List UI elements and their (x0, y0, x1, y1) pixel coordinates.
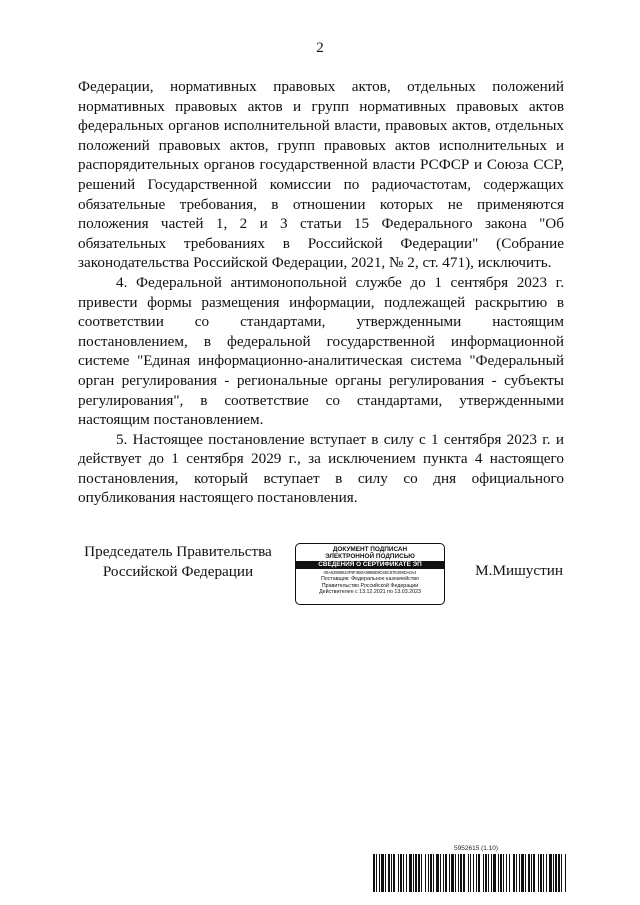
barcode-bar (516, 854, 517, 892)
barcode-bar (503, 854, 504, 892)
barcode-bar (391, 854, 392, 892)
barcode-bar (540, 854, 542, 892)
barcode-bar (436, 854, 439, 892)
barcode-bar (468, 854, 469, 892)
barcode-bar (528, 854, 530, 892)
barcode-bar (440, 854, 441, 892)
signatory-name: М.Мишустин (475, 562, 563, 579)
barcode-bar (403, 854, 404, 892)
stamp-validity: Действителен с 13.12.2021 по 13.03.2023 (319, 589, 421, 596)
barcode-bar (519, 854, 520, 892)
barcode-bar (506, 854, 507, 892)
barcode-bar (445, 854, 447, 892)
barcode-bar (546, 854, 547, 892)
paragraph-item-5: 5. Настоящее постановление вступает в силу с 1 сентября 2023 г. и действует до 1 сентября 2029 г., за исключением пункта 4 настоящего постановления, который вступает в силу со дня официального опубликования настоящего постановления. (78, 430, 564, 507)
barcode-bar (493, 854, 496, 892)
barcode-bar (491, 854, 492, 892)
barcode-bar (565, 854, 566, 892)
barcode-bar (409, 854, 412, 892)
signatory-position-line2: Российской Федерации (102, 562, 254, 580)
barcode-bar (418, 854, 420, 892)
barcode-bar (513, 854, 515, 892)
barcode-bar (451, 854, 454, 892)
barcode-bar (485, 854, 487, 892)
barcode-bar (388, 854, 390, 892)
barcode-bar (498, 854, 499, 892)
barcode-bar (449, 854, 450, 892)
barcode-bar (553, 854, 554, 892)
barcode-bar (521, 854, 524, 892)
electronic-signature-stamp (295, 543, 445, 605)
barcode-bar (538, 854, 539, 892)
barcode-bar (406, 854, 407, 892)
barcode-bar (531, 854, 532, 892)
stamp-title-line1: ДОКУМЕНТ ПОДПИСАН (332, 546, 408, 553)
stamp-certificate-band: СВЕДЕНИЯ О СЕРТИФИКАТЕ ЭП (296, 561, 444, 569)
barcode-bar (381, 854, 384, 892)
barcode-bar (455, 854, 456, 892)
paragraph-continuation: Федерации, нормативных правовых актов, отдельных положений нормативных правовых актов и групп нормативных правовых актов федеральных органов исполнительной власти, правовых актов, отдельных положений правовых актов, групп правовых актов исполнительных и распорядительных органов государственной власти РСФСР и Союза ССР, решений Государственной комиссии по радиочастотам, содержащих обязательные требования, в отношении которых не применяются положения частей 1, 2 и 3 статьи 15 Федерального закона "Об обязательных требованиях в Российской Федерации" (Собрание законодательства Российской Федерации, 2021, № 2, ст. 471), исключить. (78, 78, 564, 272)
barcode-bar (558, 854, 560, 892)
barcode-bar (428, 854, 429, 892)
barcode-bar (373, 854, 375, 892)
barcode-bar (555, 854, 557, 892)
barcode-bar (415, 854, 417, 892)
barcode-icon (373, 854, 568, 892)
signatory-position-line1: Председатель Правительства (84, 543, 272, 560)
stamp-owner: Правительство Российской Федерации (321, 582, 419, 589)
barcode-bar (509, 854, 510, 892)
barcode-bar (458, 854, 459, 892)
barcode-bar (473, 854, 474, 892)
barcode-bar (376, 854, 377, 892)
barcode-bar (379, 854, 380, 892)
barcode-bar (549, 854, 552, 892)
barcode-bar (400, 854, 402, 892)
barcode-bar (500, 854, 502, 892)
barcode-bar (483, 854, 484, 892)
barcode-bar (398, 854, 399, 892)
barcode-bar (443, 854, 444, 892)
document-code: 5952615 (1.10) (454, 845, 499, 852)
barcode-bar (460, 854, 462, 892)
barcode-bar (533, 854, 535, 892)
barcode-bar (393, 854, 395, 892)
barcode-bar (470, 854, 471, 892)
barcode-bar (463, 854, 465, 892)
document-body (78, 77, 564, 508)
barcode-bar (478, 854, 480, 892)
barcode-bar (543, 854, 544, 892)
barcode-bar (476, 854, 477, 892)
stamp-serial-number: 00A63988043F9F3B0A9988E9C69C87E499DA0A4 (323, 570, 417, 576)
stamp-title-line2: ЭЛЕКТРОННОЙ ПОДПИСЬЮ (325, 553, 415, 561)
barcode-bar (561, 854, 562, 892)
barcode-bar (430, 854, 432, 892)
stamp-issuer: Поставщик: Федеральное казначейство (321, 576, 419, 583)
barcode-bar (488, 854, 489, 892)
signatory-position (78, 542, 278, 581)
barcode-bar (413, 854, 414, 892)
barcode-bar (385, 854, 386, 892)
barcode-bar (425, 854, 426, 892)
paragraph-item-4: 4. Федеральной антимонопольной службе до 1 сентября 2023 г. привести формы размещения информации, подлежащей раскрытию в соответствии со стандартами, утвержденными настоящим постановлением, в федеральной государственной информационной системе "Единая информационно-аналитическая система "Федеральный орган регулирования - региональные органы регулирования - субъекты регулирования", в соответствие со стандартами, утвержденными настоящим постановлением. (78, 273, 564, 429)
barcode-bar (525, 854, 526, 892)
page-number: 2 (316, 40, 324, 56)
barcode-bar (421, 854, 422, 892)
barcode-bar (433, 854, 434, 892)
